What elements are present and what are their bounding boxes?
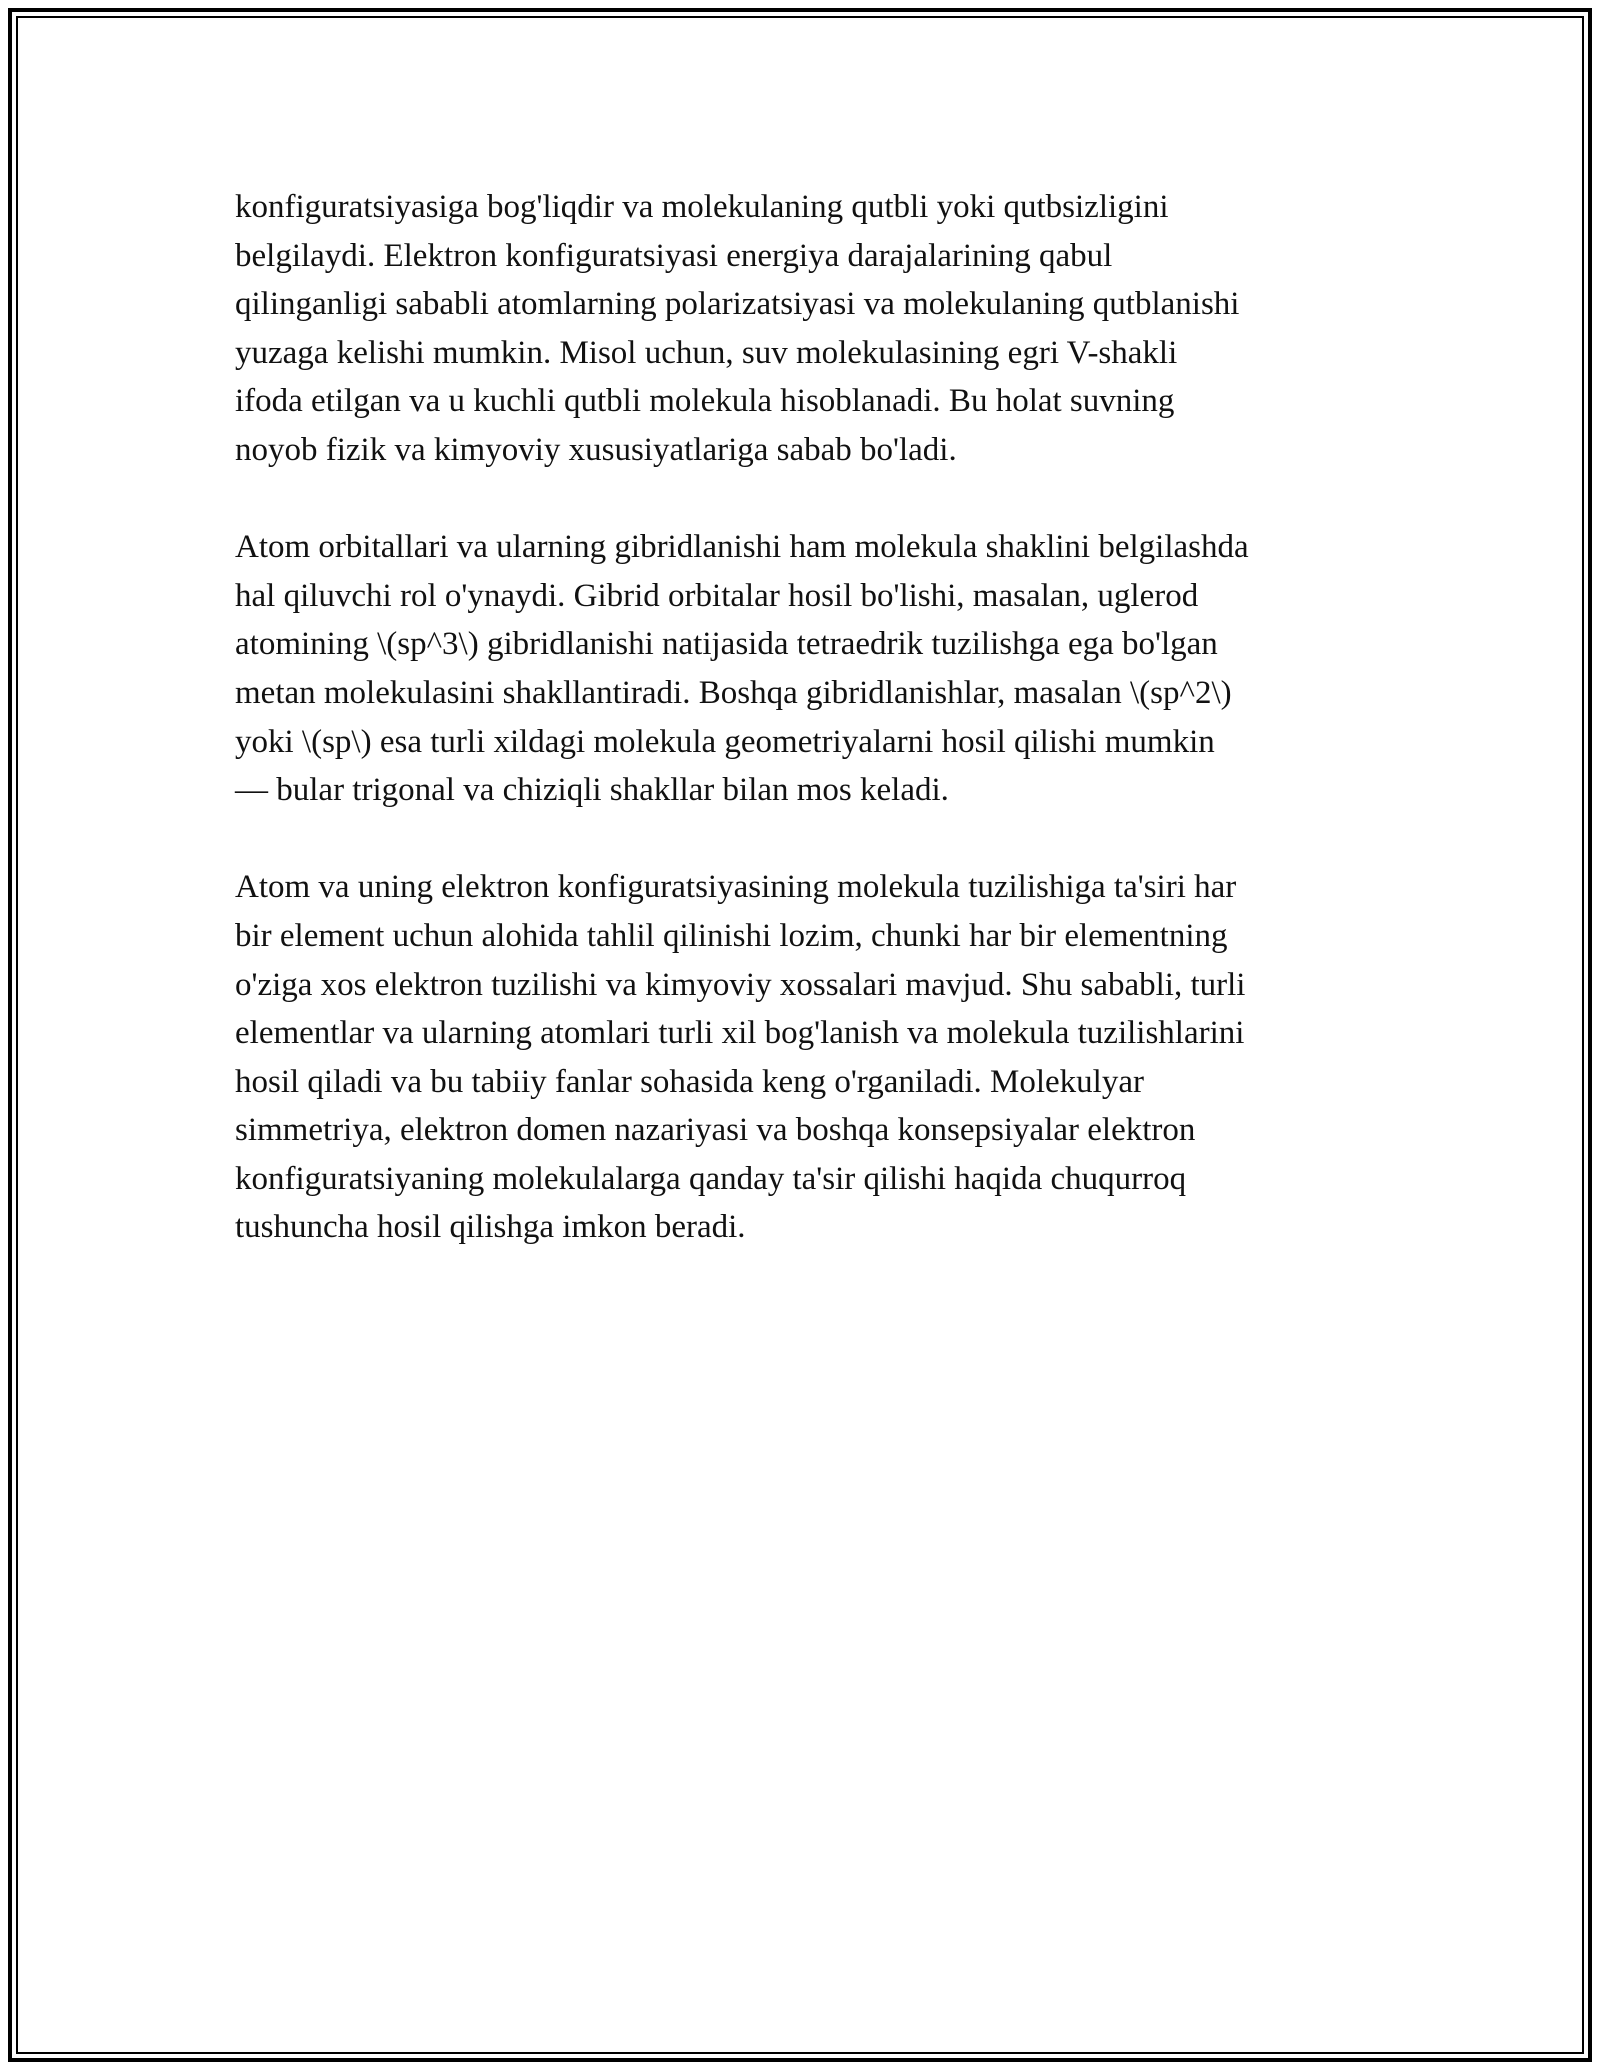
paragraph-1 bbox=[235, 183, 1375, 475]
paragraph-line: simmetriya, elektron domen nazariyasi va boshqa konsepsiyalar elektron bbox=[235, 1112, 1196, 1149]
paragraph-line: tushuncha hosil qilishga imkon beradi. bbox=[235, 1209, 746, 1246]
paragraph-line: bir element uchun alohida tahlil qilinishi lozim, chunki har bir elementning bbox=[235, 917, 1228, 954]
paragraph-line: Atom orbitallari va ularning gibridlanishi ham molekula shaklini belgilashda bbox=[235, 529, 1249, 566]
paragraph-line: hal qiluvchi rol o'ynaydi. Gibrid orbitalar hosil bo'lishi, masalan, uglerod bbox=[235, 577, 1199, 614]
paragraph-line: yoki \(sp\) esa turli xildagi molekula geometriyalarni hosil qilishi mumkin bbox=[235, 723, 1215, 760]
document-body bbox=[235, 183, 1375, 1301]
paragraph-3 bbox=[235, 863, 1375, 1252]
paragraph-line: belgilaydi. Elektron konfiguratsiyasi energiya darajalarining qabul bbox=[235, 237, 1113, 274]
paragraph-line: o'ziga xos elektron tuzilishi va kimyoviy xossalari mavjud. Shu sababli, turli bbox=[235, 966, 1246, 1003]
paragraph-line: ifoda etilgan va u kuchli qutbli molekula hisoblanadi. Bu holat suvning bbox=[235, 383, 1175, 420]
paragraph-line: konfiguratsiyaning molekulalarga qanday ta'sir qilishi haqida chuqurroq bbox=[235, 1160, 1187, 1197]
paragraph-line: noyob fizik va kimyoviy xususiyatlariga sabab bo'ladi. bbox=[235, 431, 957, 468]
paragraph-line: elementlar va ularning atomlari turli xil bog'lanish va molekula tuzilishlarini bbox=[235, 1015, 1245, 1052]
paragraph-line: Atom va uning elektron konfiguratsiyasining molekula tuzilishiga ta'siri har bbox=[235, 869, 1237, 906]
paragraph-line: hosil qiladi va bu tabiiy fanlar sohasida keng o'rganiladi. Molekulyar bbox=[235, 1063, 1144, 1100]
paragraph-2 bbox=[235, 523, 1375, 815]
paragraph-line: yuzaga kelishi mumkin. Misol uchun, suv molekulasining egri V-shakli bbox=[235, 334, 1178, 371]
paragraph-line: — bular trigonal va chiziqli shakllar bilan mos keladi. bbox=[235, 772, 949, 809]
paragraph-line: atomining \(sp^3\) gibridlanishi natijasida tetraedrik tuzilishga ega bo'lgan bbox=[235, 626, 1218, 663]
paragraph-line: metan molekulasini shakllantiradi. Boshqa gibridlanishlar, masalan \(sp^2\) bbox=[235, 674, 1232, 711]
paragraph-line: konfiguratsiyasiga bog'liqdir va molekulaning qutbli yoki qutbsizligini bbox=[235, 189, 1169, 225]
paragraph-line: qilinganligi sababli atomlarning polarizatsiyasi va molekulaning qutblanishi bbox=[235, 286, 1240, 323]
